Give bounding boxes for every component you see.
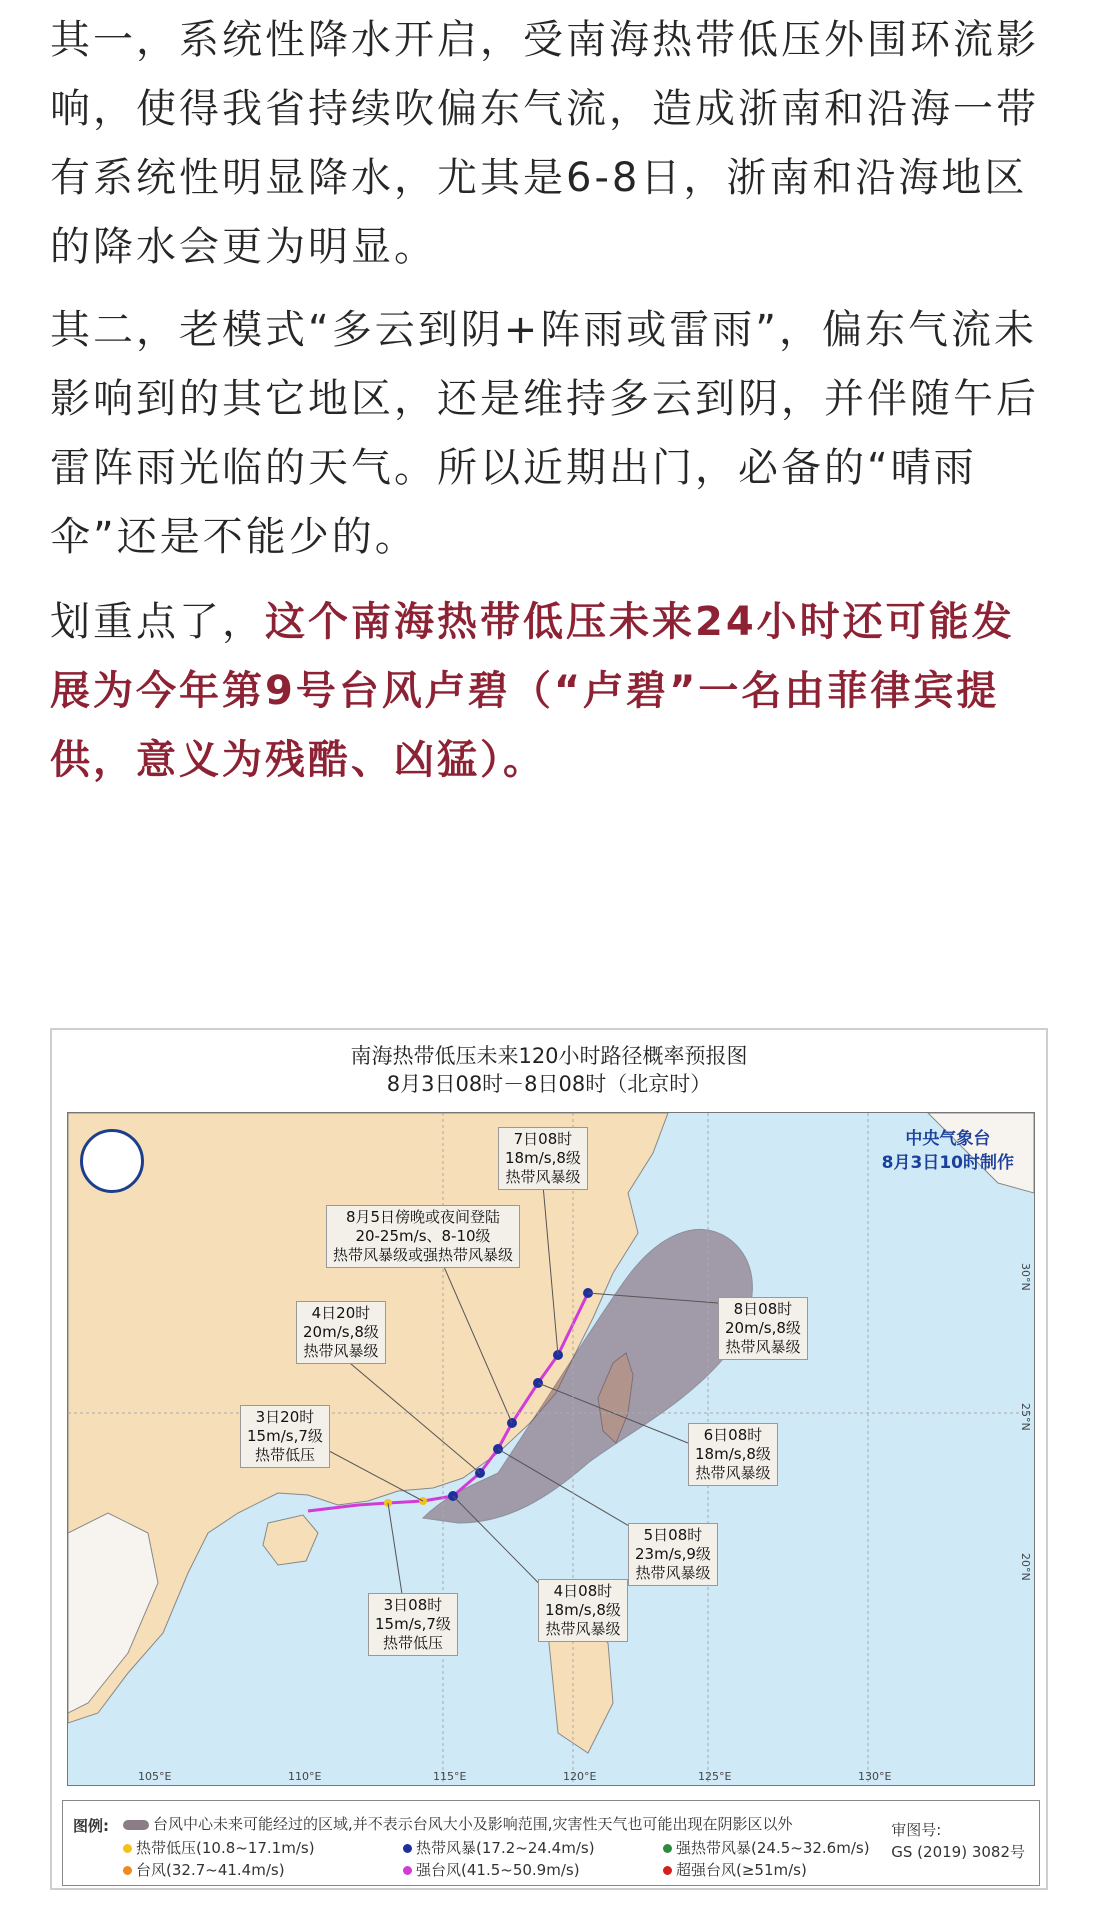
lon-tick-130: 130°E — [858, 1770, 892, 1783]
issue-time: 8月3日10时制作 — [881, 1153, 1014, 1173]
magenta-dot-icon — [403, 1866, 412, 1875]
label-4d20 — [296, 1301, 386, 1364]
label-6d08-time: 6日08时 — [703, 1426, 763, 1444]
approval-label: 审图号: — [891, 1821, 942, 1839]
lon-tick-105: 105°E — [138, 1770, 172, 1783]
legend-item-superty — [663, 1859, 807, 1880]
label-4d20-wind: 20m/s,8级 — [303, 1323, 379, 1341]
label-5d08 — [628, 1523, 718, 1586]
para3-line1 — [50, 588, 1050, 657]
approval-number: GS (2019) 3082号 — [891, 1843, 1025, 1861]
label-landfall-time: 8月5日傍晚或夜间登陆 — [345, 1208, 501, 1226]
label-7d08 — [498, 1127, 588, 1190]
para1-line4: 的降水会更为明显。 — [50, 224, 437, 270]
para2-line4: 伞”还是不能少的。 — [50, 514, 418, 560]
legend-item-sty-text: 强台风(41.5~50.9m/s) — [416, 1861, 580, 1879]
label-3d20 — [240, 1405, 330, 1468]
para3-plain: 划重点了， — [50, 599, 265, 645]
label-4d20-level: 热带风暴级 — [303, 1342, 379, 1360]
legend-desc — [123, 1813, 793, 1834]
legend-item-ty-text: 台风(32.7~41.4m/s) — [136, 1861, 285, 1879]
legend-head: 图例: — [73, 1817, 109, 1835]
legend-item-td-text: 热带低压(10.8~17.1m/s) — [136, 1839, 315, 1857]
para1-line2: 响，使得我省持续吹偏东气流，造成浙南和沿海一带 — [50, 86, 1039, 132]
map-graphic — [68, 1113, 1034, 1785]
red-dot-icon — [663, 1866, 672, 1875]
label-3d08-wind: 15m/s,7级 — [375, 1615, 451, 1633]
para1-line1: 其一，系统性降水开启，受南海热带低压外围环流影 — [50, 17, 1039, 63]
map-title: 南海热带低压未来120小时路径概率预报图 — [350, 1044, 748, 1068]
label-6d08-level: 热带风暴级 — [695, 1464, 771, 1482]
map-subtitle: 8月3日08时－8日08时（北京时） — [386, 1072, 712, 1096]
legend-desc-text: 台风中心未来可能经过的区域,并不表示台风大小及影响范围,灾害性天气也可能出现在阴影区以外 — [153, 1815, 793, 1833]
label-4d08-time: 4日08时 — [553, 1582, 613, 1600]
paragraph-old-pattern — [50, 296, 1050, 572]
legend-item-sts-text: 强热带风暴(24.5~32.6m/s) — [676, 1839, 870, 1857]
label-7d08-time: 7日08时 — [513, 1130, 573, 1148]
lon-tick-110: 110°E — [288, 1770, 322, 1783]
para3-highlight-2: 展为今年第9号台风卢碧（“卢碧”一名由菲律宾提 — [50, 668, 1000, 714]
label-3d20-level: 热带低压 — [254, 1446, 315, 1464]
para3-highlight-1: 这个南海热带低压未来24小时还可能发 — [265, 599, 1015, 645]
lat-tick-30: 30°N — [1019, 1263, 1032, 1291]
label-landfall — [326, 1205, 520, 1268]
agency-stamp — [882, 1127, 1014, 1175]
legend-item-superty-text: 超强台风(≥51m/s) — [676, 1861, 807, 1879]
label-4d08-level: 热带风暴级 — [545, 1620, 621, 1638]
cone-swatch-icon — [123, 1820, 149, 1830]
map-approval — [891, 1819, 1025, 1863]
label-landfall-level: 热带风暴级或强热带风暴级 — [333, 1246, 514, 1264]
label-4d20-time: 4日20时 — [311, 1304, 371, 1322]
paragraph-rainfall — [50, 6, 1050, 282]
label-7d08-level: 热带风暴级 — [505, 1168, 581, 1186]
orange-dot-icon — [123, 1866, 132, 1875]
lat-tick-20: 20°N — [1019, 1553, 1032, 1581]
lon-tick-115: 115°E — [433, 1770, 467, 1783]
typhoon-forecast-map — [50, 1028, 1048, 1890]
label-5d08-wind: 23m/s,9级 — [635, 1545, 711, 1563]
para1-line3: 有系统性明显降水，尤其是6-8日，浙南和沿海地区 — [50, 155, 1028, 201]
lon-tick-125: 125°E — [698, 1770, 732, 1783]
label-3d08 — [368, 1593, 458, 1656]
para2-line1: 其二，老模式“多云到阴+阵雨或雷雨”，偏东气流未 — [50, 307, 1037, 353]
lat-tick-25: 25°N — [1019, 1403, 1032, 1431]
label-6d08-wind: 18m/s,8级 — [695, 1445, 771, 1463]
para3-highlight-3: 供，意义为残酷、凶猛）。 — [50, 737, 546, 783]
agency-name: 中央气象台 — [905, 1129, 991, 1149]
blue-dot-icon — [403, 1844, 412, 1853]
label-3d08-level: 热带低压 — [382, 1634, 443, 1652]
label-4d08 — [538, 1579, 628, 1642]
map-legend — [62, 1800, 1040, 1886]
label-landfall-wind: 20-25m/s、8-10级 — [355, 1227, 491, 1245]
land-hainan — [263, 1515, 318, 1565]
para2-line2: 影响到的其它地区，还是维持多云到阴，并伴随午后 — [50, 376, 1039, 422]
legend-item-ts-text: 热带风暴(17.2~24.4m/s) — [416, 1839, 595, 1857]
legend-item-td — [123, 1837, 315, 1858]
legend-item-ts — [403, 1837, 595, 1858]
label-5d08-level: 热带风暴级 — [635, 1564, 711, 1582]
label-8d08 — [718, 1297, 808, 1360]
label-8d08-time: 8日08时 — [733, 1300, 793, 1318]
legend-item-sty — [403, 1859, 580, 1880]
green-dot-icon — [663, 1844, 672, 1853]
label-4d08-wind: 18m/s,8级 — [545, 1601, 621, 1619]
label-8d08-level: 热带风暴级 — [725, 1338, 801, 1356]
paragraph-highlight — [50, 588, 1050, 795]
label-7d08-wind: 18m/s,8级 — [505, 1149, 581, 1167]
label-6d08 — [688, 1423, 778, 1486]
legend-item-sts — [663, 1837, 870, 1858]
label-5d08-time: 5日08时 — [643, 1526, 703, 1544]
map-canvas — [67, 1112, 1035, 1786]
cma-logo — [80, 1129, 144, 1193]
lon-tick-120: 120°E — [563, 1770, 597, 1783]
label-8d08-wind: 20m/s,8级 — [725, 1319, 801, 1337]
legend-item-ty — [123, 1859, 285, 1880]
label-3d08-time: 3日08时 — [383, 1596, 443, 1614]
para2-line3: 雷阵雨光临的天气。所以近期出门，必备的“晴雨 — [50, 445, 977, 491]
label-3d20-time: 3日20时 — [255, 1408, 315, 1426]
label-3d20-wind: 15m/s,7级 — [247, 1427, 323, 1445]
yellow-dot-icon — [123, 1844, 132, 1853]
